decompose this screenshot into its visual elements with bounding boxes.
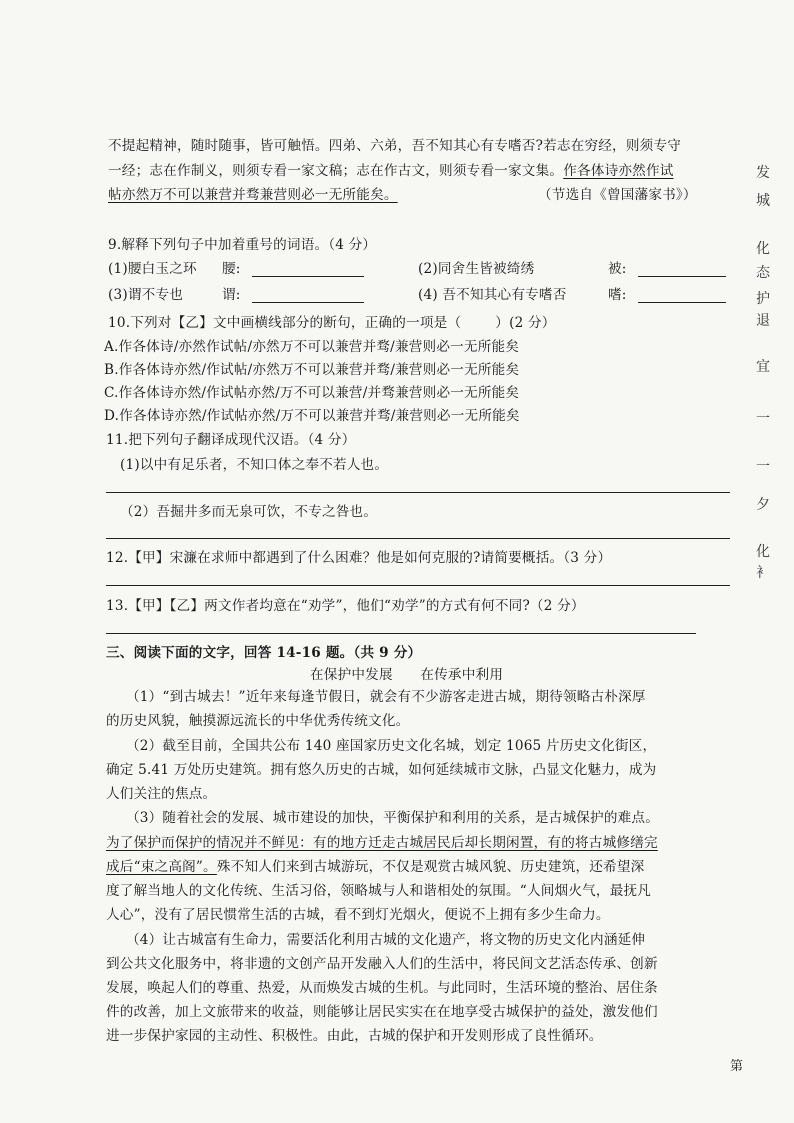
q9-item-1: (1)腰白玉之环 [108,261,197,277]
q10-option-b: B.作各体诗亦然/作试帖/亦然万不可以兼营并骛/兼营则必一无所能矣 [104,362,520,378]
q9-answer-1[interactable] [252,262,364,277]
q13-stem: 13.【甲】【乙】两文作者均意在“劝学”，他们“劝学”的方式有何不同?（2 分） [106,598,585,614]
para-4-line-2: 到公共文化服务中，将非遗的文创产品开发融入人们的生活中，将民间文艺活态传承、创新 [106,956,658,972]
q10-stem-end: ）(2 分） [495,315,556,331]
margin-char: 化 [756,544,770,560]
q9-stem: 9.解释下列句子中加着重号的词语。（4 分） [108,237,377,253]
q9-item-4-label: 嗜: [608,287,627,303]
para-3-line-2-underlined: 为了保护而保护的情况并不鲜见：有的地方迁走古城居民后却长期闲置，有的将古城修缮完 [106,835,658,851]
q12-stem: 12.【甲】宋濂在求师中都遇到了什么困难？他是如何克服的?请简要概括。（3 分） [106,550,612,566]
q9-item-2-label: 被: [608,261,627,277]
q9-answer-2[interactable] [638,262,726,277]
q10-stem [108,314,556,332]
para-1-line-1: （1）“到古城去！”近年来每逢节假日，就会有不少游客走进古城，期待领略古朴深厚 [126,689,646,705]
q9-item-4: (4) 吾不知其心有专嗜否 [418,287,567,303]
para-2-line-1: （2）截至目前，全国共公布 140 座国家历史文化名城，划定 1065 片历史文化街区， [126,738,657,754]
page-number-marker: 第 [730,1059,744,1074]
section-3-heading: 三、阅读下面的文字，回答 14-16 题。（共 9 分） [106,645,422,661]
q10-option-d: D.作各体诗亦然/作试帖亦然/万不可以兼营并骛/兼营则必一无所能矣 [104,408,520,424]
q10-option-c: C.作各体诗亦然/作试帖亦然/万不可以兼营/并骛兼营则必一无所能矣 [104,385,520,401]
passage-line-1: 不提起精神，随时随事，皆可触悟。四弟、六弟，吾不知其心有专嗜否?若志在穷经，则须专守 [108,138,682,154]
margin-char: 夕 [756,497,770,513]
q9-item-2: (2)同舍生皆被绮绣 [418,261,535,277]
q9-answer-4[interactable] [638,288,726,303]
q11-sentence-1: (1)以中有足乐者，不知口体之奉不若人也。 [120,457,389,473]
margin-char: 态 [756,265,770,281]
q12-answer-line[interactable] [106,585,730,586]
passage-line-2 [108,162,674,180]
margin-char: 退 [756,313,770,329]
margin-char: 城 [756,193,770,209]
passage-line-3 [108,186,398,204]
underlined-passage-end: 帖亦然万不可以兼营并骛兼营则必一无所能矣。 [108,187,398,203]
q9-item-3-label: 谓: [222,287,241,303]
margin-char: 宜 [756,359,770,375]
para-3-line-1: （3）随着社会的发展、城市建设的加快，平衡保护和利用的关系，是古城保护的难点。 [126,810,660,826]
margin-char: 一 [756,411,770,427]
para-3-underlined-end: 成后“束之高阁”。 [106,859,217,875]
para-4-line-4: 件的改善，加上文旅带来的收益，则能够让居民实实在在地享受古城保护的益处，激发他们 [106,1004,658,1020]
para-4-line-1: （4）让古城富有生命力，需要活化利用古城的文化遗产，将文物的历史文化内涵延伸 [126,932,646,948]
para-3-line-3-text: 殊不知人们来到古城游玩，不仅是观赏古城风貌、历史建筑，还希望深 [216,859,645,875]
para-1-line-2: 的历史风貌，触摸源远流长的中华优秀传统文化。 [106,713,410,729]
para-3-line-4: 度了解当地人的文化传统、生活习俗，领略城与人和谐相处的氛围。“人间烟火气，最抚凡 [106,883,652,899]
para-3-line-5: 人心”，没有了居民惯常生活的古城，看不到灯光烟火，便说不上拥有多少生命力。 [106,907,610,923]
passage-line-2-text: 一经；志在作制义，则须专看一家文稿；志在作古文，则须专看一家文集。 [108,163,564,179]
q11-answer-line-2[interactable] [106,538,730,539]
para-4-line-5: 进一步保护家园的主动性、积极性。由此，古城的保护和开发则形成了良性循环。 [106,1028,603,1044]
q9-item-3: (3)谓不专也 [108,287,184,303]
article-title: 在保护中发展 在传承中利用 [310,667,504,683]
margin-char: 发 [756,165,770,181]
para-4-line-3: 发展，唤起人们的尊重、热爱，从而焕发古城的生机。与此同时，生活环境的整治、居住条 [106,980,658,996]
q9-item-1-label: 腰: [222,261,241,277]
margin-char: 一 [756,459,770,475]
q9-answer-3[interactable] [252,288,364,303]
q13-answer-line[interactable] [106,633,696,634]
para-2-line-3: 人们关注的焦点。 [106,786,217,802]
underlined-passage-start: 作各体诗亦然作试 [563,163,674,179]
q10-stem-text: 10.下列对【乙】文中画横线部分的断句，正确的一项是（ [108,315,462,331]
margin-char: 衤 [756,565,770,581]
para-2-line-2: 确定 5.41 万处历史建筑。拥有悠久历史的古城，如何延续城市文脉，凸显文化魅力，成为 [106,762,657,778]
passage-source: （节选自《曾国藩家书》） [538,187,697,203]
q11-sentence-2: （2）吾掘井多而无泉可饮，不专之咎也。 [120,504,378,520]
para-3-line-3 [106,858,644,876]
margin-char: 护 [756,291,770,307]
margin-char: 化 [756,241,770,257]
q11-answer-line-1[interactable] [106,492,730,493]
q10-option-a: A.作各体诗/亦然作试帖/亦然万不可以兼营并骛/兼营则必一无所能矣 [104,339,520,355]
q11-stem: 11.把下列句子翻译成现代汉语。（4 分） [106,432,356,448]
